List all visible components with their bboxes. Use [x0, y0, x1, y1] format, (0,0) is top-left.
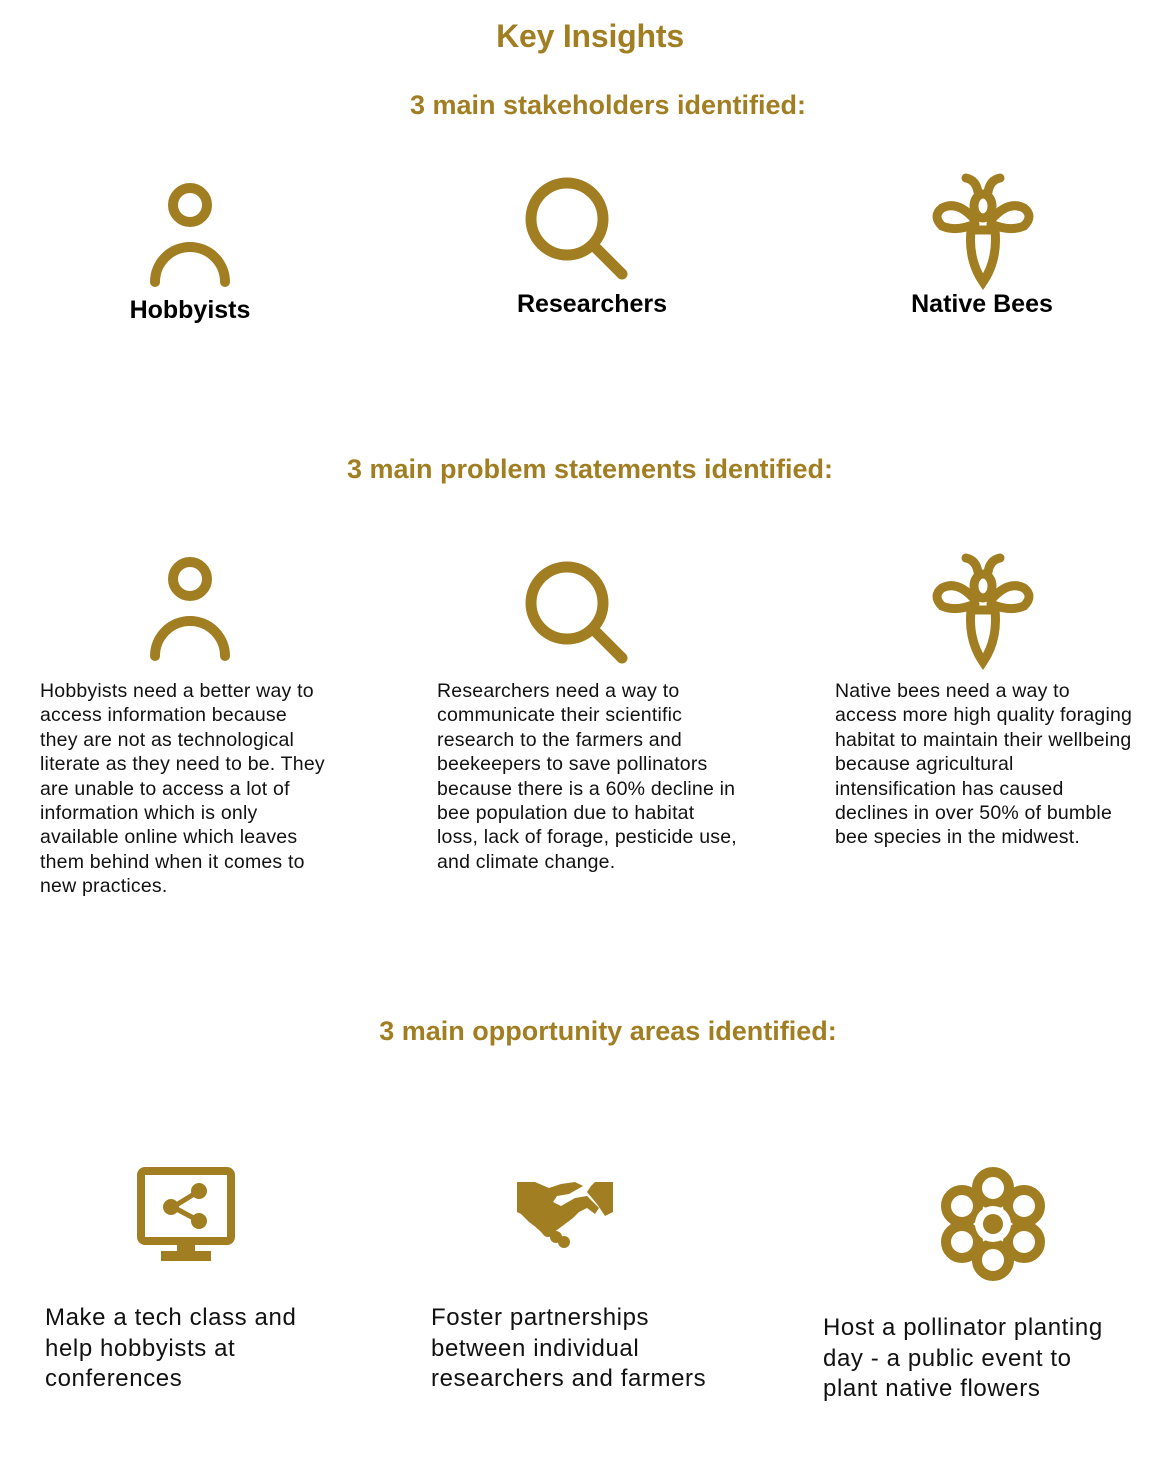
- opportunity-planting-day: Host a pollinator planting day - a public event to plant native flowers: [823, 1314, 1103, 1402]
- magnifier-icon: [524, 560, 630, 666]
- problem-statement-researchers: Researchers need a way to communicate their scientific research to the farmers and beekeepers to save pollinators because there is a 60% decline in bee population due to habitat loss, lack of forage, pesticide use, and climate change.: [437, 680, 737, 873]
- stakeholder-label-researchers: Researchers: [516, 290, 668, 318]
- stakeholders-heading: 3 main stakeholders identified:: [409, 90, 807, 120]
- stakeholder-label-native-bees: Native Bees: [911, 290, 1053, 318]
- monitor-share-icon: [137, 1167, 235, 1265]
- problem-statement-hobbyists: Hobbyists need a better way to access information because they are not as technological literate as they need to be. They are unable to access a lot of information which is only available online which leaves them behind when it comes to new practices.: [40, 680, 325, 898]
- stakeholder-label-hobbyists: Hobbyists: [129, 296, 251, 324]
- flower-icon: [938, 1166, 1048, 1282]
- problem-statement-native-bees: Native bees need a way to access more high quality foraging habitat to maintain their wellbeing because agricultural intensification has caused declines in over 50% of bumble bee species in the midwest.: [835, 680, 1133, 849]
- handshake-icon: [517, 1178, 613, 1250]
- bee-icon: [928, 550, 1038, 668]
- page-title: Key Insights: [496, 18, 684, 54]
- problems-heading: 3 main problem statements identified:: [346, 454, 834, 484]
- opportunities-heading: 3 main opportunity areas identified:: [379, 1016, 837, 1046]
- opportunity-tech-class: Make a tech class and help hobbyists at conferences: [45, 1304, 297, 1392]
- person-icon: [148, 556, 232, 662]
- bee-icon: [928, 170, 1038, 288]
- person-icon: [148, 182, 232, 288]
- opportunity-partnerships: Foster partnerships between individual researchers and farmers: [431, 1304, 707, 1392]
- magnifier-icon: [524, 176, 630, 282]
